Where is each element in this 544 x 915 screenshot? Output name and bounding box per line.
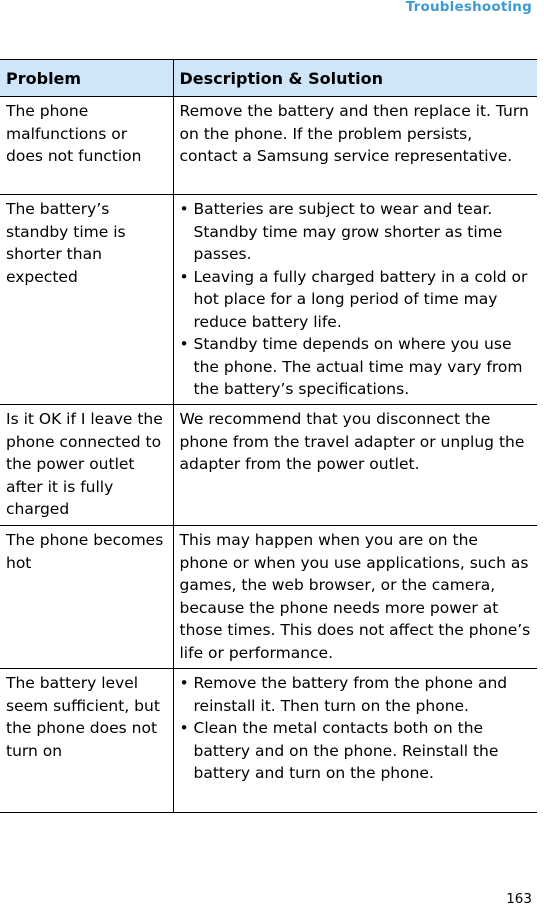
solution-cell: Remove the battery and then replace it. Turn on the phone. If the problem persists, contact a Samsung service representative. <box>173 97 537 195</box>
problem-cell: The battery’s standby time is shorter than expected <box>0 195 173 405</box>
page-number: 163 <box>506 891 532 907</box>
table-row <box>0 526 537 669</box>
table-row <box>0 195 537 405</box>
list-item: • Clean the metal contacts both on the battery and on the phone. Reinstall the battery and turn on the phone. <box>180 717 532 785</box>
solution-list <box>180 198 532 401</box>
solution-cell: This may happen when you are on the phone or when you use applications, such as games, the web browser, or the camera, because the phone needs more power at those times. This does not affect the phone’s life or performance. <box>173 526 537 669</box>
troubleshooting-table <box>0 59 537 813</box>
problem-cell: The battery level seem sufficient, but the phone does not turn on <box>0 669 173 813</box>
problem-cell: The phone malfunctions or does not function <box>0 97 173 195</box>
list-item: • Batteries are subject to wear and tear. Standby time may grow shorter as time passes. <box>180 198 532 266</box>
list-item: • Remove the battery from the phone and reinstall it. Then turn on the phone. <box>180 672 532 717</box>
solution-list <box>180 672 532 785</box>
solution-cell: We recommend that you disconnect the phone from the travel adapter or unplug the adapter from the power outlet. <box>173 405 537 526</box>
list-item: • Leaving a fully charged battery in a cold or hot place for a long period of time may reduce battery life. <box>180 266 532 334</box>
table-row <box>0 669 537 813</box>
table-header-row <box>0 60 537 97</box>
table-row <box>0 97 537 195</box>
section-title: Troubleshooting <box>405 0 532 15</box>
column-header-problem: Problem <box>0 60 173 97</box>
column-header-solution: Description & Solution <box>173 60 537 97</box>
list-item: • Standby time depends on where you use the phone. The actual time may vary from the battery’s specifications. <box>180 333 532 401</box>
problem-cell: Is it OK if I leave the phone connected to the power outlet after it is fully charged <box>0 405 173 526</box>
solution-cell <box>173 669 537 813</box>
solution-cell <box>173 195 537 405</box>
table-row <box>0 405 537 526</box>
problem-cell: The phone becomes hot <box>0 526 173 669</box>
